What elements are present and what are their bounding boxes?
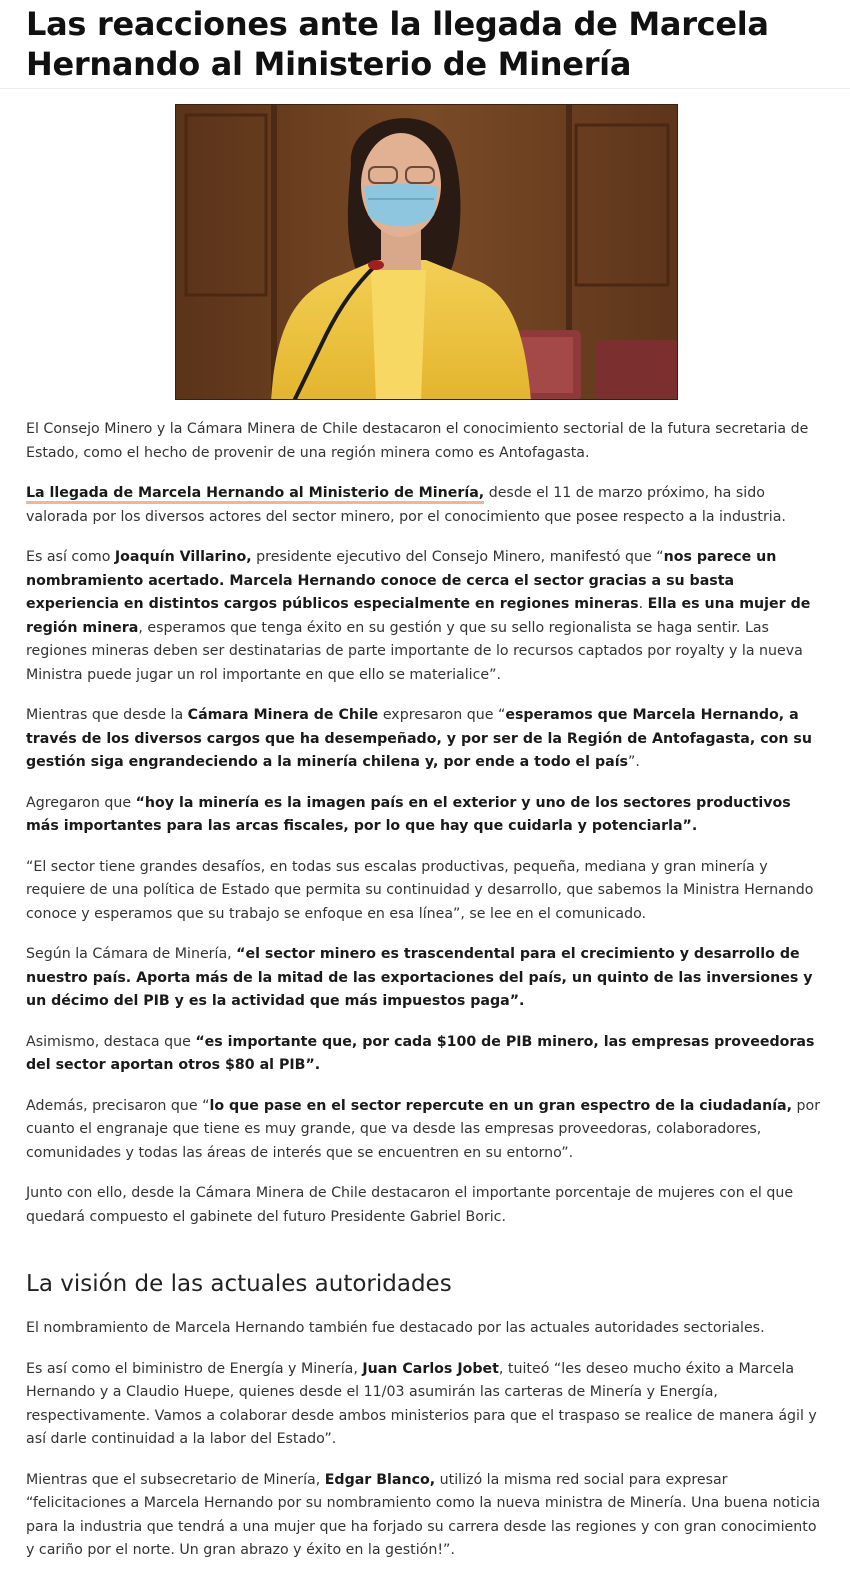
header-divider [0, 88, 850, 89]
paragraph: Agregaron que “hoy la minería es la imagen país en el exterior y uno de los sectores productivos más importantes para las arcas fiscales, por lo que hay que cuidarla y potenciarla”. [26, 794, 791, 834]
article-body [26, 418, 826, 1580]
photo-woman-yellow-jacket-mask-microphone-icon [176, 105, 678, 400]
paragraph: Asimismo, destaca que “es importante que, por cada $100 de PIB minero, las empresas proveedoras del sector aportan otros $80 al PIB”. [26, 1033, 815, 1073]
paragraph: “El sector tiene grandes desafíos, en todas sus escalas productivas, pequeña, mediana y gran minería y requiere de una política de Estado que permita su continuidad y desarrollo, que sabemos la Ministra Hernando conoce y esperamos que su trabajo se enfoque en esa línea”, se lee en el comunicado. [26, 858, 814, 922]
paragraph: Mientras que el subsecretario de Minería, Edgar Blanco, utilizó la misma red social para expresar “felicitaciones a Marcela Hernando por su nombramiento como la nueva ministra de Minería. Una buena noticia para la industria que tendrá a una mujer que ha forjado su carrera desde las regiones y con gran conocimiento y cariño por el norte. Un gran abrazo y éxito en la gestión!”. [26, 1471, 821, 1558]
paragraph: La llegada de Marcela Hernando al Ministerio de Minería, desde el 11 de marzo próximo, ha sido valorada por los diversos actores del sector minero, por el conocimiento que posee respecto a la industria. [26, 485, 786, 525]
paragraph: El Consejo Minero y la Cámara Minera de Chile destacaron el conocimiento sectorial de la futura secretaria de Estado, como el hecho de provenir de una región minera como es Antofagasta. [26, 421, 809, 461]
paragraph: Además, precisaron que “lo que pase en el sector repercute en un gran espectro de la ciudadanía, por cuanto el engranaje que tiene es muy grande, que va desde las empresas proveedoras, colaboradores, comunidades y todas las áreas de interés que se encuentren en su entorno”. [26, 1097, 821, 1161]
paragraph: Mientras que desde la Cámara Minera de Chile expresaron que “esperamos que Marcela Hernando, a través de los diversos cargos que ha desempeñado, y por ser de la Región de Antofagasta, con su gestión siga engrandeciendo a la minería chilena y, por ende a todo el país”. [26, 707, 812, 770]
paragraph: El nombramiento de Marcela Hernando también fue destacado por las actuales autoridades sectoriales. [26, 1320, 765, 1336]
paragraph: Es así como el biministro de Energía y Minería, Juan Carlos Jobet, tuiteó “les deseo mucho éxito a Marcela Hernando y a Claudio Huepe, quienes desde el 11/03 asumirán las carteras de Minería y Energía, respectivamente. Vamos a colaborar desde ambos ministerios para que el traspaso se realice de manera ágil y así darle continuidad a la labor del Estado”. [26, 1360, 817, 1447]
paragraph: Según la Cámara de Minería, “el sector minero es trascendental para el crecimiento y desarrollo de nuestro país. Aporta más de la mitad de las exportaciones del país, un quinto de las inversiones y un décimo del PIB y es la actividad que más impuestos paga”. [26, 946, 813, 1009]
section-subheading: La visión de las actuales autoridades [26, 1271, 452, 1297]
article-headline: Las reacciones ante la llegada de Marcela Hernando al Ministerio de Minería [26, 5, 769, 83]
paragraph: Junto con ello, desde la Cámara Minera de Chile destacaron el importante porcentaje de mujeres con el que quedará compuesto el gabinete del futuro Presidente Gabriel Boric. [26, 1185, 794, 1225]
article-link[interactable]: La llegada de Marcela Hernando al Ministerio de Minería, [26, 485, 484, 504]
article-photo [175, 104, 678, 400]
paragraph: Es así como Joaquín Villarino, presidente ejecutivo del Consejo Minero, manifestó que “nos parece un nombramiento acertado. Marcela Hernando conoce de cerca el sector gracias a su basta experiencia en distintos cargos públicos especialmente en regiones mineras. Ella es una mujer de región minera, esperamos que tenga éxito en su gestión y que su sello regionalista se haga sentir. Las regiones mineras deben ser destinatarias de parte importante de lo recursos captados por royalty y la nueva Ministra puede jugar un rol importante en que ello se materialice”. [26, 549, 811, 683]
